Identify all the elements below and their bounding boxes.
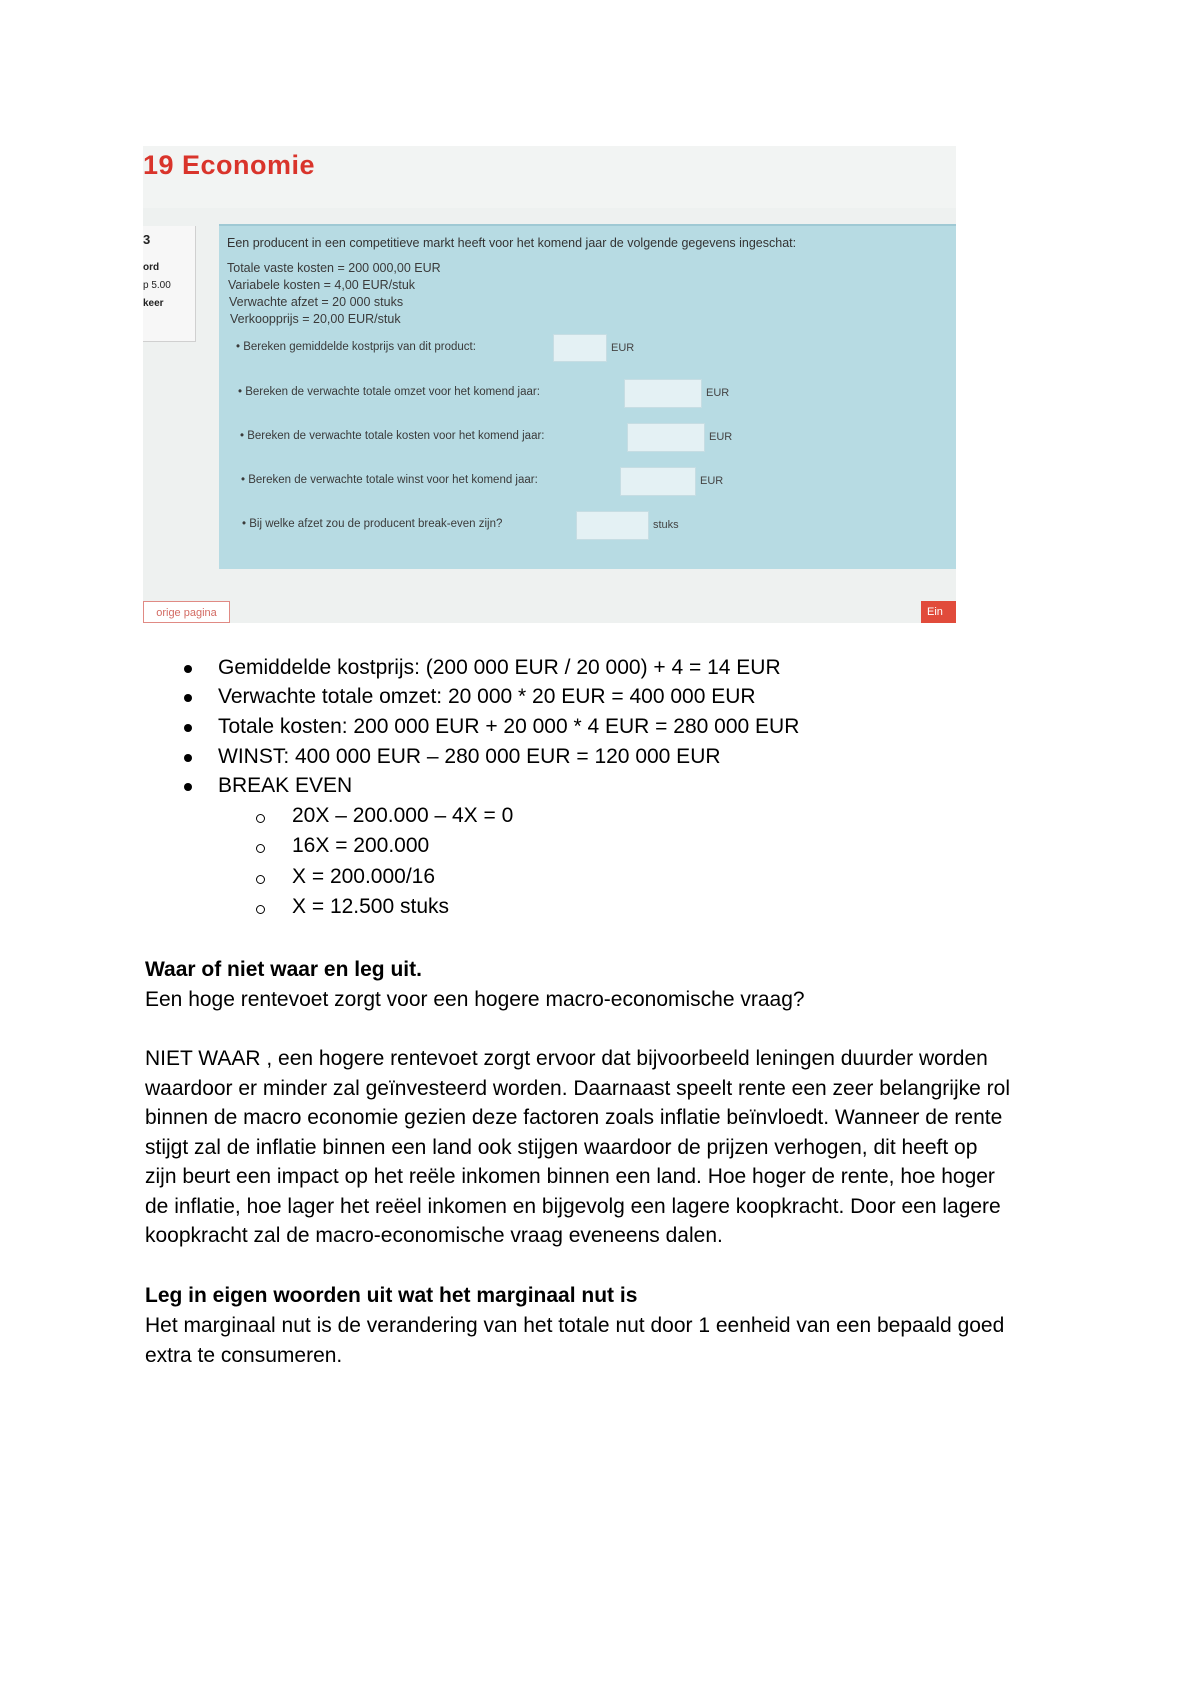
section-answer (145, 1311, 1075, 1370)
answer-line: extra te consumeren. (145, 1343, 343, 1367)
question-line: • Bereken de verwachte totale kosten voor het komend jaar: (240, 430, 545, 442)
side-item: keer (143, 298, 164, 309)
answer-item: BREAK EVEN (218, 774, 353, 797)
question-intro: Een producent in een competitieve markt heeft voor het komend jaar de volgende gegevens ingeschat: (227, 236, 797, 250)
question-line: • Bereken gemiddelde kostprijs van dit product: (236, 341, 476, 353)
question-text: Bereken de verwachte totale kosten voor het komend jaar: (247, 430, 545, 442)
side-item: ord (143, 262, 160, 273)
question-line: • Bij welke afzet zou de producent break-even zijn? (242, 518, 503, 530)
side-item: 3 (143, 232, 151, 247)
unit-label: EUR (611, 342, 635, 354)
section-answer (145, 1044, 1075, 1251)
end-button[interactable]: Ein (921, 601, 956, 623)
answer-item: Verwachte totale omzet: 20 000 * 20 EUR = 400 000 EUR (218, 685, 756, 708)
break-even-step: 20X – 200.000 – 4X = 0 (292, 804, 514, 827)
answer-line: de inflatie, hoe lager het reëel inkomen en bijgevolg een lagere koopkracht. Door een lagere (145, 1194, 1001, 1218)
sub-bullet-circle (256, 814, 265, 823)
question-text: Bereken gemiddelde kostprijs van dit product: (243, 341, 476, 353)
question-line: • Bereken de verwachte totale omzet voor het komend jaar: (238, 386, 540, 398)
answer-input-profit[interactable] (620, 467, 696, 496)
question-line: • Bereken de verwachte totale winst voor het komend jaar: (241, 474, 538, 486)
unit-label: EUR (700, 475, 724, 487)
sub-bullet-circle (256, 905, 265, 914)
bullet-dot (184, 665, 192, 673)
break-even-step: X = 12.500 stuks (292, 895, 450, 918)
section-question: Een hoge rentevoet zorgt voor een hogere macro-economische vraag? (145, 988, 805, 1011)
bullet-dot (184, 754, 192, 762)
given-line: Variabele kosten = 4,00 EUR/stuk (228, 278, 416, 292)
answer-line: NIET WAAR , een hogere rentevoet zorgt ervoor dat bijvoorbeeld leningen duurder worden (145, 1047, 988, 1070)
break-even-step: X = 200.000/16 (292, 865, 436, 888)
answer-line: Het marginaal nut is de verandering van het totale nut door 1 eenheid van een bepaald goed (145, 1314, 1005, 1337)
answer-line: binnen de macro economie gezien deze factoren zoals inflatie beïnvloedt. Wanneer de rente (145, 1106, 1003, 1129)
sub-bullet-circle (256, 875, 265, 884)
side-item: p 5.00 (143, 280, 171, 291)
answer-input-revenue[interactable] (624, 379, 702, 408)
question-text: Bereken de verwachte totale winst voor het komend jaar: (248, 474, 538, 486)
unit-label: EUR (709, 431, 733, 443)
bullet-dot (184, 694, 192, 702)
answer-input-avg-cost[interactable] (553, 334, 607, 362)
section-heading: Leg in eigen woorden uit wat het marginaal nut is (145, 1284, 638, 1307)
unit-label: stuks (653, 519, 679, 531)
break-even-step: 16X = 200.000 (292, 834, 430, 857)
given-line: Verwachte afzet = 20 000 stuks (229, 295, 404, 309)
given-line: Verkoopprijs = 20,00 EUR/stuk (230, 312, 401, 326)
question-text: Bij welke afzet zou de producent break-even zijn? (249, 518, 503, 530)
answer-input-break-even[interactable] (576, 511, 649, 540)
answer-input-total-cost[interactable] (627, 423, 705, 452)
question-box (219, 224, 956, 569)
answer-item: Gemiddelde kostprijs: (200 000 EUR / 20 000) + 4 = 14 EUR (218, 656, 781, 679)
previous-page-button[interactable]: orige pagina (143, 601, 230, 623)
answer-line: stijgt zal de inflatie binnen een land ook stijgen waardoor de prijzen verhogen, dit heeft op (145, 1135, 978, 1159)
answer-item: WINST: 400 000 EUR – 280 000 EUR = 120 000 EUR (218, 745, 721, 768)
unit-label: EUR (706, 387, 730, 399)
question-text: Bereken de verwachte totale omzet voor het komend jaar: (245, 386, 540, 398)
answer-line: zijn beurt een impact op het reële inkomen binnen een land. Hoe hoger de rente, hoe hoger (145, 1165, 995, 1188)
bullet-dot (184, 724, 192, 732)
answer-line: koopkracht zal de macro-economische vraag eveneens dalen. (145, 1224, 723, 1247)
sub-bullet-circle (256, 844, 265, 853)
bullet-dot (184, 783, 192, 791)
section-heading: Waar of niet waar en leg uit. (145, 958, 422, 981)
app-title: 19 Economie (143, 150, 316, 180)
answer-line: waardoor er minder zal geïnvesteerd worden. Daarnaast speelt rente een zeer belangrijke rol (145, 1076, 1010, 1100)
quiz-screenshot (143, 146, 956, 623)
given-line: Totale vaste kosten = 200 000,00 EUR (227, 261, 441, 275)
answer-item: Totale kosten: 200 000 EUR + 20 000 * 4 EUR = 280 000 EUR (218, 715, 800, 738)
side-panel (143, 226, 196, 342)
